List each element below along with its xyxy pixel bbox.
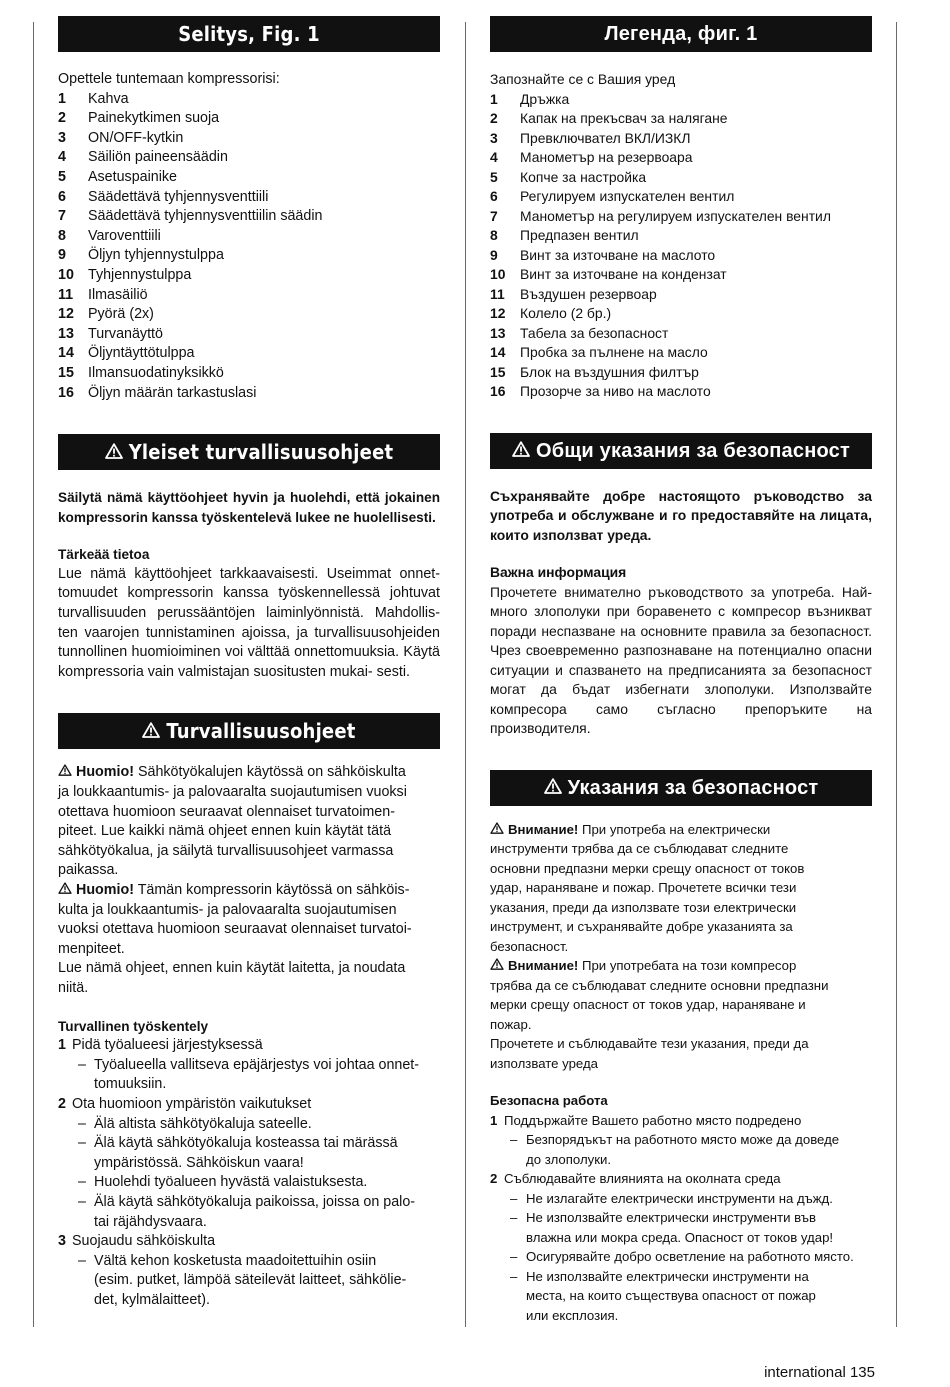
dash-marker: – (510, 1249, 518, 1264)
work-step-subitem (490, 1130, 872, 1169)
warning-text: Tämän kompressorin käytössä on sähköis- (137, 882, 410, 898)
legend-item (490, 187, 872, 207)
fi-legend-header (58, 16, 440, 52)
bg-important-text: Прочетете внимателно ръководството за употреба. Най-много злополуки при боравенето с компресор възникват поради неспазване на основните правила за безопасност. Чрез своевременно разпознаване на потенциално опасни ситуации и спазването на предписанията за безопасност могат да бъдат избегнати злополуки. Използвайте компресора само съгласно препоръките на производителя. (490, 583, 872, 736)
legend-item-number: 10 (58, 266, 74, 283)
legend-item-label: Ilmansuodatinyksikkö (88, 364, 224, 381)
dash-marker: – (510, 1132, 518, 1147)
fi-legend-intro: Opettele tuntemaan kompressorisi: (58, 71, 280, 87)
fi-work-steps (58, 1036, 440, 1310)
legend-item-number: 6 (490, 188, 498, 204)
legend-item-number: 16 (58, 384, 74, 401)
legend-item-label: Säädettävä tyhjennysventtiili (88, 188, 269, 205)
work-step-subitem (58, 1173, 440, 1193)
bg-legend-list (490, 90, 872, 402)
legend-item-number: 13 (58, 325, 74, 342)
dash-marker: – (78, 1135, 86, 1152)
legend-item (490, 246, 872, 266)
fi-legend-title: Selitys, Fig. 1 (178, 22, 320, 46)
legend-item-number: 14 (58, 345, 74, 362)
work-step-subitem (58, 1252, 440, 1311)
dash-marker: – (510, 1210, 518, 1225)
work-step-subitem-text: Осигурявайте добро осветление на работното място. (526, 1249, 854, 1264)
center-divider-rule (465, 22, 466, 1327)
warning-line (58, 881, 440, 901)
warning-text: Sähkötyökalujen käytössä on sähköiskulta (137, 764, 406, 781)
legend-item-number: 7 (58, 208, 66, 225)
work-step-title: Ota huomioon ympäristön vaikutukset (72, 1095, 312, 1112)
legend-item-number: 9 (490, 246, 498, 263)
legend-item-label: Kahva (88, 90, 129, 107)
work-step-number: 2 (490, 1171, 498, 1186)
warning-line (490, 820, 872, 840)
legend-item (490, 90, 872, 110)
warning-line: paikassa. (58, 862, 119, 879)
legend-item (490, 304, 872, 324)
work-step-subitem (58, 1115, 440, 1135)
legend-item-number: 15 (58, 364, 74, 381)
work-step (58, 1232, 440, 1252)
work-step-subitem (490, 1267, 872, 1326)
work-step-subitem (490, 1208, 872, 1247)
legend-item-label: Säiliön paineensäädin (88, 149, 228, 166)
work-step-title: Съблюдавайте влиянията на околната среда (504, 1171, 781, 1186)
legend-item (58, 305, 440, 325)
page-footer: international 135 (764, 1364, 875, 1381)
legend-item-label: Винт за източване на кондензат (520, 266, 727, 282)
warning-line: трябва да се съблюдават следните основни предпазни (490, 977, 829, 993)
bg-legend-header (490, 16, 872, 52)
work-step-number: 3 (58, 1233, 66, 1250)
bg-general-safety-header (490, 433, 872, 469)
legend-item (490, 324, 872, 344)
legend-item-label: Painekytkimen suoja (88, 110, 220, 127)
bg-general-safety-bold-text: Съхранявайте добре настоящото ръководство за употреба и обслужване и го предоставяйте на лицата, които използват уреда. (490, 487, 872, 543)
legend-item (490, 226, 872, 246)
bulgarian-column (490, 16, 872, 1325)
legend-item-number: 10 (490, 266, 506, 282)
legend-item (490, 285, 872, 305)
legend-item-label: Öljyntäyttötulppa (88, 345, 195, 362)
work-step-subitem-text: Älä altista sähkötyökaluja sateelle. (94, 1115, 312, 1132)
fi-general-safety-header (58, 434, 440, 470)
legend-item-number: 1 (58, 90, 66, 107)
legend-item-label: Öljyn määrän tarkastuslasi (88, 384, 257, 401)
legend-item-label: Регулируем изпускателен вентил (520, 188, 735, 204)
bg-general-safety-title: Общи указания за безопасност (536, 439, 850, 462)
legend-item (58, 344, 440, 364)
warning-line: Прочетете и съблюдавайте тези указания, преди да (490, 1036, 809, 1051)
warning-line: мерки срещу опасност от токов удар, нараняване и (490, 997, 806, 1012)
bg-safety-header (490, 770, 872, 806)
bg-warning-1 (490, 820, 872, 957)
legend-item (490, 129, 872, 149)
legend-item-label: Öljyn tyhjennystulppa (88, 247, 224, 264)
legend-item (58, 227, 440, 247)
warning-line: използвате уреда (490, 1055, 598, 1071)
finnish-column (58, 16, 440, 1310)
dash-marker: – (78, 1252, 86, 1269)
warning-line: kulta ja loukkaantumis- ja palovaaralta suojautumisen (58, 901, 397, 918)
legend-item-label: Предпазен вентил (520, 227, 639, 243)
legend-item (490, 265, 872, 285)
legend-item (58, 109, 440, 129)
legend-item-number: 13 (490, 324, 506, 341)
work-step-subitem-text: Älä käytä sähkötyökaluja paikoissa, joissa on palo- tai räjähdysvaara. (94, 1193, 416, 1230)
legend-item (58, 168, 440, 188)
warning-line: ja loukkaantumis- ja palovaaralta suojautumisen vuoksi (58, 784, 407, 801)
bg-safety-title: Указания за безопасност (567, 776, 819, 799)
legend-item-number: 14 (490, 344, 506, 360)
legend-item-label: Tyhjennystulppa (88, 266, 192, 283)
legend-item-label: Asetuspainike (88, 168, 178, 185)
work-step-number: 1 (58, 1037, 66, 1054)
legend-item-label: Копче за настройка (520, 168, 647, 185)
legend-item (58, 129, 440, 149)
work-step-subitem-text: Vältä kehon kosketusta maadoitettuihin osiin (esim. putket, lämpöä säteilevät laitteet, sähkölie- det, kylmälaitteet). (94, 1252, 407, 1308)
legend-item-number: 16 (490, 383, 506, 399)
work-step-title: Pidä työalueesi järjestyksessä (72, 1037, 263, 1054)
work-step (490, 1111, 872, 1131)
warning-line: инструменти трябва да се съблюдават следните (490, 841, 789, 856)
bg-work-title: Безопасна работа (490, 1093, 608, 1108)
right-margin-rule (896, 22, 897, 1327)
bg-important-label: Важна информация (490, 564, 627, 580)
legend-item-number: 5 (490, 168, 498, 185)
warning-label: Внимание! (508, 958, 579, 973)
dash-marker: – (78, 1193, 86, 1210)
legend-item-label: Блок на въздушния филтър (520, 363, 699, 380)
work-step-subitem-text: Työalueella vallitseva epäjärjestys voi johtaa onnet- tomuuksiin. (94, 1056, 420, 1093)
warning-line: niitä. (58, 979, 89, 996)
legend-item-number: 8 (490, 227, 498, 243)
work-step (490, 1169, 872, 1189)
bg-warning-2 (490, 956, 872, 1073)
warning-text: При употреба на електрически (581, 821, 771, 837)
legend-item-label: Въздушен резервоар (520, 285, 657, 302)
legend-item (490, 207, 872, 227)
warning-line: menpiteet. (58, 940, 125, 957)
legend-item-number: 1 (490, 90, 498, 107)
legend-item-number: 12 (58, 306, 74, 323)
work-step (58, 1095, 440, 1115)
legend-item (490, 363, 872, 383)
legend-item-label: Дръжка (520, 90, 570, 107)
warning-line: piteet. Lue kaikki nämä ohjeet ennen kuin käytät tätä (58, 823, 392, 840)
legend-item-label: Pyörä (2x) (88, 306, 154, 323)
legend-item (58, 90, 440, 110)
work-step-subitem-text: Älä käytä sähkötyökaluja kosteassa tai märässä ympäristössä. Sähköiskun vaara! (94, 1135, 398, 1171)
legend-item-label: Ilmasäiliö (88, 286, 148, 303)
dash-marker: – (78, 1174, 86, 1191)
legend-item-label: Säädettävä tyhjennysventtiilin säädin (88, 208, 323, 225)
legend-item (58, 325, 440, 345)
dash-marker: – (510, 1268, 518, 1284)
bg-legend-title: Легенда, фиг. 1 (604, 23, 758, 45)
warning-line: пожар. (490, 1016, 532, 1032)
legend-item-label: Varoventtiili (88, 227, 161, 244)
legend-item (58, 364, 440, 384)
legend-item (58, 246, 440, 266)
fi-legend-list (58, 90, 440, 404)
legend-item-number: 4 (58, 149, 66, 166)
legend-item-number: 15 (490, 363, 506, 380)
legend-item-number: 12 (490, 305, 506, 321)
legend-item-label: Винт за източване на маслото (520, 246, 716, 263)
fi-important-text: Lue nämä käyttöohjeet tarkkaavaisesti. Useimmat onnet- tomuudet kompressorin kanssa työskennellessä johtuvat turvallisuuden perussääntöjen laiminlyönnistä. Mahdollis- ten vaarojen tunnistaminen ajoissa, ja turvallisuusohjeiden tunnollinen huomioiminen voi välttää onnettomuuksia. Käytä kompressoria vain valmistajan suositusten mukai- sesti. (58, 565, 440, 680)
fi-important-label: Tärkeää tietoa (58, 547, 150, 563)
work-step-title: Поддържайте Вашето работно място подредено (504, 1112, 802, 1128)
dash-marker: – (78, 1115, 86, 1132)
legend-item-number: 2 (58, 110, 66, 127)
work-step-title: Suojaudu sähköiskulta (72, 1233, 216, 1250)
work-step-subitem (58, 1193, 440, 1232)
warning-triangle-icon (544, 778, 562, 794)
warning-triangle-icon (490, 958, 504, 970)
legend-item-number: 4 (490, 149, 498, 165)
warning-triangle-icon (58, 764, 72, 776)
legend-item (58, 188, 440, 208)
legend-item-number: 7 (490, 207, 498, 224)
legend-item (490, 148, 872, 168)
legend-item (490, 168, 872, 188)
warning-line (58, 763, 440, 783)
legend-item-label: Манометър на резервоара (520, 149, 693, 165)
warning-line: Lue nämä ohjeet, ennen kuin käytät laitetta, ja noudata (58, 960, 406, 977)
warning-label: Huomio! (76, 882, 134, 898)
warning-line: безопасност. (490, 938, 569, 954)
left-margin-rule (33, 22, 34, 1327)
dash-marker: – (78, 1056, 86, 1073)
legend-item-label: ON/OFF-kytkin (88, 129, 184, 146)
fi-general-safety-bold-text: Säilytä nämä käyttöohjeet hyvin ja huolehdi, että jokainen kompressorin kanssa työskentelevä lukee ne huolellisesti. (58, 490, 440, 525)
work-step (58, 1036, 440, 1056)
work-step-subitem-text: Не използвайте електрически инструменти във влажна или мокра среда. Опасност от токов удар! (526, 1210, 834, 1245)
warning-line: удар, нараняване и пожар. Прочетете всички тези (490, 880, 797, 895)
warning-triangle-icon (105, 443, 123, 459)
legend-item-label: Манометър на регулируем изпускателен вентил (520, 207, 831, 224)
bg-work-steps (490, 1111, 872, 1326)
legend-item-number: 3 (490, 129, 498, 146)
legend-item (58, 207, 440, 227)
warning-line: sähkötyökalua, ja säilytä turvallisuusohjeet varmassa (58, 842, 394, 859)
warning-triangle-icon (58, 882, 72, 894)
fi-safety-title: Turvallisuusohjeet (166, 719, 356, 744)
legend-item-number: 8 (58, 227, 66, 244)
dash-marker: – (510, 1190, 518, 1206)
legend-item-label: Прозорче за ниво на маслото (520, 383, 711, 399)
warning-line: основни предпазни мерки срещу опасност от токов (490, 860, 805, 876)
legend-item (58, 266, 440, 286)
warning-line: otettava huomioon seuraavat olennaiset turvatoimen- (58, 803, 395, 820)
work-step-number: 1 (490, 1112, 498, 1128)
warning-triangle-icon (512, 441, 530, 457)
legend-item-number: 11 (490, 285, 505, 302)
legend-item-number: 3 (58, 129, 66, 146)
legend-item (58, 384, 440, 404)
warning-text: При употребата на този компресор (581, 958, 797, 973)
legend-item (490, 109, 872, 129)
bg-legend-intro: Запознайте се с Вашия уред (490, 71, 676, 87)
work-step-subitem (58, 1056, 440, 1095)
work-step-subitem-text: Не излагайте електрически инструменти на дъжд. (526, 1190, 833, 1206)
fi-safety-header (58, 713, 440, 749)
legend-item (490, 382, 872, 402)
work-step-subitem-text: Не използвайте електрически инструменти на места, на които съществува опасност от пожар или експлозия. (526, 1268, 816, 1323)
warning-line (490, 956, 872, 976)
legend-item-number: 2 (490, 110, 498, 126)
legend-item (58, 286, 440, 306)
legend-item-number: 6 (58, 188, 66, 205)
work-step-subitem-text: Huolehdi työalueen hyvästä valaistuksesta. (94, 1174, 368, 1191)
legend-item-number: 9 (58, 247, 66, 264)
fi-work-title: Turvallinen työskentely (58, 1018, 209, 1034)
fi-warning-2 (58, 881, 440, 999)
legend-item-label: Капак на прекъсвач за налягане (520, 110, 728, 126)
work-step-subitem-text: Безпорядъкът на работното място може да доведе до злополуки. (526, 1132, 840, 1167)
legend-item-label: Turvanäyttö (88, 325, 163, 342)
work-step-number: 2 (58, 1095, 66, 1112)
warning-line: указания, преди да използвате този електрически (490, 899, 797, 915)
fi-general-safety-title: Yleiset turvallisuusohjeet (128, 440, 394, 465)
warning-line: инструмент, и съхранявайте добре указанията за (490, 919, 793, 934)
legend-item (58, 148, 440, 168)
fi-warning-1 (58, 763, 440, 881)
warning-line: vuoksi otettava huomioon seuraavat olennaiset turvatoi- (58, 921, 412, 938)
legend-item-label: Табела за безопасност (520, 324, 669, 341)
legend-item-label: Превключвател ВКЛ/ИЗКЛ (520, 129, 691, 146)
legend-item (490, 343, 872, 363)
warning-triangle-icon (490, 822, 504, 834)
warning-label: Huomio! (76, 764, 134, 781)
work-step-subitem (490, 1247, 872, 1267)
legend-item-number: 11 (58, 286, 74, 303)
legend-item-label: Колело (2 бр.) (520, 305, 612, 321)
warning-triangle-icon (142, 722, 160, 738)
work-step-subitem (490, 1189, 872, 1209)
legend-item-number: 5 (58, 168, 66, 185)
warning-label: Внимание! (508, 821, 579, 837)
legend-item-label: Пробка за пълнене на масло (520, 344, 708, 360)
work-step-subitem (58, 1134, 440, 1173)
